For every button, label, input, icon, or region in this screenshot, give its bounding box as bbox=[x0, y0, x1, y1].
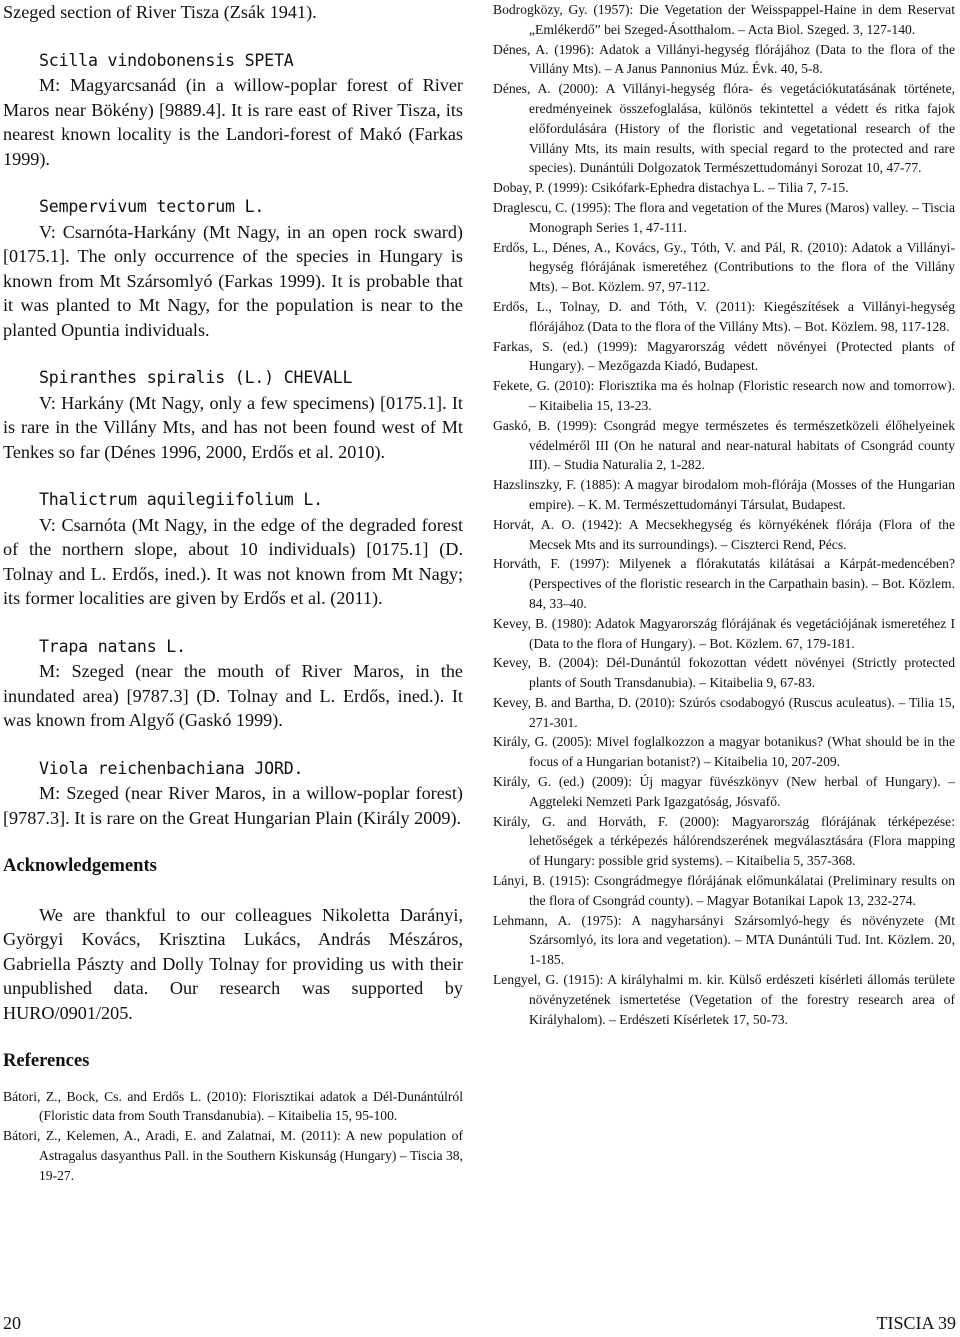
reference-item: Kevey, B. (1980): Adatok Magyarország flórájának és vegetációjának ismeretéhez I (Data to the flora of Hungary). – Bot. Közlem. 67, 179-181. bbox=[493, 615, 955, 651]
species-name: Thalictrum aquilegiifolium L. bbox=[39, 490, 323, 509]
species-name: Trapa natans L. bbox=[39, 636, 186, 656]
reference-item: Lehmann, A. (1975): A nagyharsányi Szársomlyó-hegy és növényzete (Mt Szársomlyó, its lora and vegetation). – MTA Dunántúli Tud. Int. Közlem. 20, 1-185. bbox=[493, 912, 955, 968]
reference-item: Király, G. (ed.) (2009): Új magyar füvészkönyv (New herbal of Hungary). – Aggteleki Nemzeti Park Igazgatóság, Jósvafő. bbox=[493, 774, 955, 809]
left-column bbox=[3, 0, 463, 1185]
species-text: V: Harkány (Mt Nagy, only a few specimens) [0175.1]. It is rare in the Villány Mts, and has not been found west of Mt Tenkes so far (Dénes 1996, 2000, Erdős et al. 2010). bbox=[3, 392, 463, 462]
reference-item: Kevey, B. (2004): Dél-Dunántúl fokozottan védett növényei (Strictly protected plants of South Transdanubia). – Kitaibelia 9, 67-83. bbox=[493, 655, 955, 691]
species-name: Sempervivum tectorum L. bbox=[39, 197, 265, 216]
species-name: Spiranthes spiralis (L.) CHEVALL bbox=[39, 368, 353, 387]
references-heading: References bbox=[3, 1050, 90, 1071]
reference-item: Kevey, B. and Bartha, D. (2010): Szúrós csodabogyó (Ruscus aculeatus). – Tilia 15, 271-301. bbox=[493, 694, 955, 730]
reference-item: Fekete, G. (2010): Florisztika ma és holnap (Floristic research now and tomorrow). – Kitaibelia 15, 13-23. bbox=[493, 378, 955, 413]
reference-item: Bodrogközy, Gy. (1957): Die Vegetation der Weisspappel-Haine in dem Reservat „Emlékerdő” bei Szeged-Ásotthalom. – Acta Biol. Szeged. 3, 127-140. bbox=[493, 2, 955, 37]
species-name: Viola reichenbachiana JORD. bbox=[39, 758, 304, 778]
reference-item: Gaskó, B. (1999): Csongrád megye természetes és természetközeli élőhelyeinek védelméről III (On he natural and near-natural habitats of Csongrád county III). – Studia Naturalia 2, 1-282. bbox=[493, 417, 955, 473]
page-number: 20 bbox=[3, 1313, 21, 1333]
reference-item: Lengyel, G. (1915): A királyhalmi m. kir. Külső erdészeti kísérleti állomás területe növényzetének ismertetése (Vegetation of the forestry research area of Királyhalom). – Erdészeti Kísérletek 17, 50-73. bbox=[493, 972, 955, 1027]
reference-item: Bátori, Z., Kelemen, A., Aradi, E. and Zalatnai, M. (2011): A new population of Astragalus dasyanthus Pall. in the Southern Kiskunság (Hungary) – Tiscia 38, 19-27. bbox=[3, 1128, 463, 1183]
intro-line: Szeged section of River Tisza (Zsák 1941). bbox=[3, 2, 317, 22]
right-column bbox=[493, 0, 955, 1029]
reference-item: Király, G. (2005): Mivel foglalkozzon a magyar botanikus? (What should be in the focus of a Hungarian botanist?) – Kitaibelia 10, 207-209. bbox=[493, 734, 955, 770]
reference-item: Farkas, S. (ed.) (1999): Magyarország védett növényei (Protected plants of Hungary). – Mezőgazda Kiadó, Budapest. bbox=[493, 338, 955, 374]
reference-item: Dénes, A. (2000): A Villányi-hegység flóra- és vegetációkutatásának története, eredményeinek összefoglalása, különös tekintettel a védett és ritka fajok előfordulására (History of the floristic and vegetational research of the Villány Mts, its main results, with special regard to the protected and rare species). Dunántúli Dolgozatok Természettudományi Sorozat 10, 47-77. bbox=[493, 81, 955, 176]
species-text: M: Magyarcsanád (in a willow-poplar forest of River Maros near Bökény) [9889.4]. It is rare east of River Tisza, its nearest known locality is the Landori-forest of Makó (Farkas 1999). bbox=[3, 75, 463, 169]
reference-item: Draglescu, C. (1995): The flora and vegetation of the Mures (Maros) valley. – Tiscia Monograph Series 1, 47-111. bbox=[493, 199, 955, 235]
species-name: Scilla vindobonensis SPETA bbox=[39, 50, 294, 70]
journal-name: TISCIA 39 bbox=[876, 1313, 956, 1333]
reference-item: Dénes, A. (1996): Adatok a Villányi-hegység flórájához (Data to the flora of the Villány Mts). – A Janus Pannonius Múz. Évk. 40, 5-8. bbox=[493, 41, 955, 77]
species-text: M: Szeged (near River Maros, in a willow-poplar forest) [9787.3]. It is rare on the Great Hungarian Plain (Király 2009). bbox=[3, 783, 463, 828]
species-text: V: Csarnóta-Harkány (Mt Nagy, in an open rock sward) [0175.1]. The only occurrence of the species in Hungary is known from Mt Szársomlyó (Farkas 1999). It is probable that it was planted to Mt Nagy, for the population is near to the planted Opuntia individuals. bbox=[3, 221, 463, 340]
acknowledgements-text: We are thankful to our colleagues Nikoletta Darányi, Györgyi Kovács, Krisztina Lukács, András Mészáros, Gabriella Pászty and Dolly Tolnay for providing us with their unpublished data. Our research was supported by HURO/0901/205. bbox=[3, 904, 463, 1023]
species-text: V: Csarnóta (Mt Nagy, in the edge of the degraded forest of the northern slope, about 10 individuals) [0175.1] (D. Tolnay and L. Erdős, ined.). It was not known from Mt Nagy; its former localities are given by Erdős et al. (2011). bbox=[3, 514, 463, 608]
reference-item: Horváth, F. (1997): Milyenek a flórakutatás kilátásai a Kárpát-medencében? (Perspectives of the floristic research in the Carpathain basin). – Bot. Közlem. 84, 33–40. bbox=[493, 556, 955, 611]
reference-item: Lányi, B. (1915): Csongrádmegye flórájának előmunkálatai (Preliminary results on the flora of Csongrád county). – Magyar Botanikai Lapok 13, 232-274. bbox=[493, 873, 955, 908]
reference-item: Király, G. and Horváth, F. (2000): Magyarország flórájának térképezése: lehetőségek a térképezés hálórendszerének megválasztására (Flora mapping of Hungary: possible grid systems). – Kitaibelia 5, 357-368. bbox=[493, 813, 955, 869]
species-text: M: Szeged (near the mouth of River Maros, in the inundated area) [9787.3] (D. Tolnay and L. Erdős, ined.). It was known from Algyő (Gaskó 1999). bbox=[3, 661, 463, 730]
reference-item: Bátori, Z., Bock, Cs. and Erdős L. (2010): Florisztikai adatok a Dél-Dunántúlról (Floristic data from South Transdanubia). – Kitaibelia 15, 95-100. bbox=[3, 1088, 463, 1124]
acknowledgements-heading: Acknowledgements bbox=[3, 855, 157, 876]
reference-item: Horvát, A. O. (1942): A Mecsekhegység és környékének flórája (Flora of the Mecsek Mts and its surroundings). – Ciszterci Rend, Pécs. bbox=[493, 516, 955, 552]
reference-item: Hazslinszky, F. (1885): A magyar birodalom moh-flórája (Mosses of the Hungarian empire). – K. M. Természettudományi Társulat, Budapest. bbox=[493, 477, 955, 512]
reference-item: Erdős, L., Tolnay, D. and Tóth, V. (2011): Kiegészítések a Villányi-hegység flórájához (Data to the flora of the Villány Mts). – Bot. Közlem. 98, 117-128. bbox=[493, 298, 955, 334]
reference-item: Erdős, L., Dénes, A., Kovács, Gy., Tóth, V. and Pál, R. (2010): Adatok a Villányi-hegység flórájának ismeretéhez (Contributions to the flora of the Villány Mts). – Bot. Közlem. 97, 97-112. bbox=[493, 239, 955, 295]
reference-item: Dobay, P. (1999): Csikófark-Ephedra distachya L. – Tilia 7, 7-15. bbox=[493, 180, 849, 196]
